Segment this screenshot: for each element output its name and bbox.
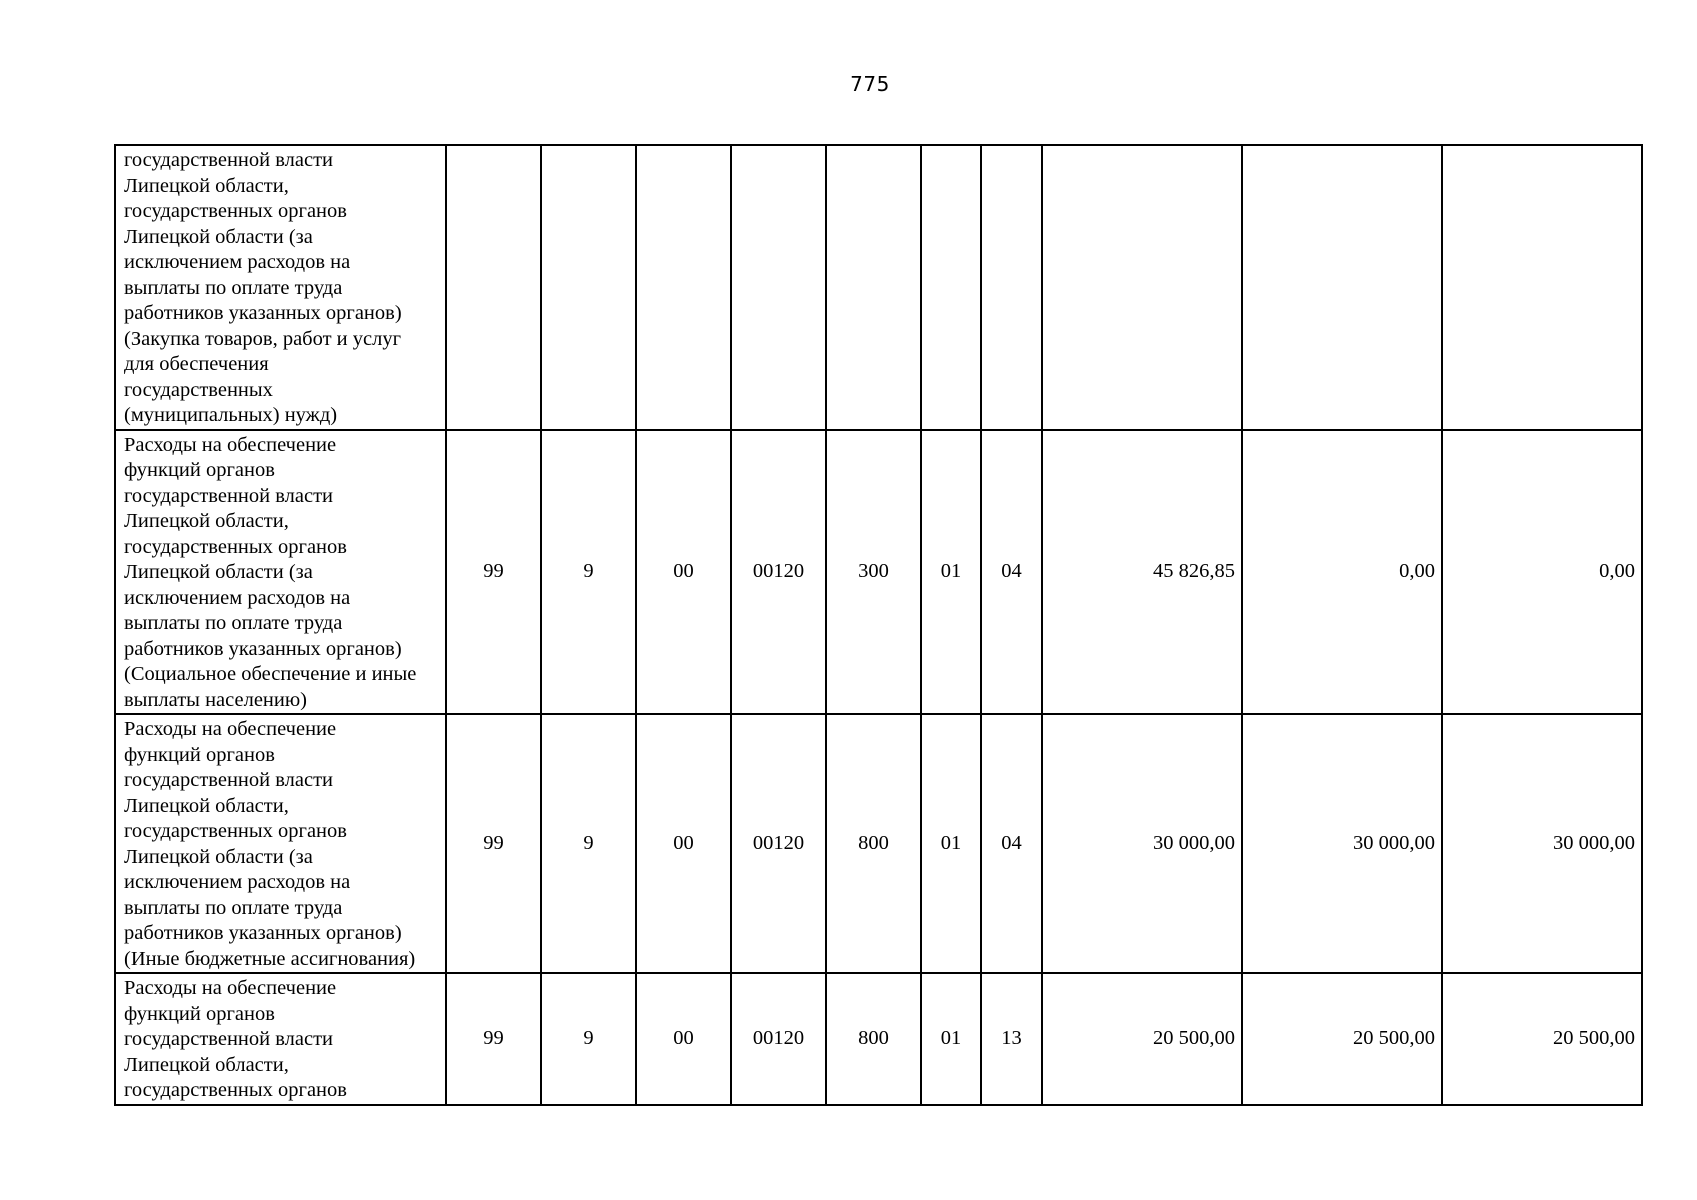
program-code xyxy=(446,145,541,430)
subprogram-code: 9 xyxy=(541,973,636,1105)
amount-2: 0,00 xyxy=(1242,430,1442,715)
amount-2: 20 500,00 xyxy=(1242,973,1442,1105)
subsection-code xyxy=(981,145,1042,430)
table-row xyxy=(115,430,1642,715)
subprogram-code: 9 xyxy=(541,714,636,973)
table-row xyxy=(115,145,1642,430)
program-code: 99 xyxy=(446,714,541,973)
subprogram-code: 9 xyxy=(541,430,636,715)
expense-type-code: 800 xyxy=(826,714,921,973)
main-activity-code: 00 xyxy=(636,714,731,973)
amount-3: 30 000,00 xyxy=(1442,714,1642,973)
amount-1: 30 000,00 xyxy=(1042,714,1242,973)
row-description: государственной власти Липецкой области, государственных органов Липецкой области (за исключением расходов на выплаты по оплате труда работников указанных органов) (Закупка товаров, работ и услуг для обеспечения государственных (муниципальных) нужд) xyxy=(115,145,446,430)
amount-1: 20 500,00 xyxy=(1042,973,1242,1105)
amount-3: 20 500,00 xyxy=(1442,973,1642,1105)
subprogram-code xyxy=(541,145,636,430)
expense-type-code: 800 xyxy=(826,973,921,1105)
expense-type-code: 300 xyxy=(826,430,921,715)
budget-table xyxy=(114,144,1643,1106)
program-code: 99 xyxy=(446,973,541,1105)
row-description: Расходы на обеспечение функций органов государственной власти Липецкой области, государственных органов Липецкой области (за исключением расходов на выплаты по оплате труда работников указанных органов) (Социальное обеспечение и иные выплаты населению) xyxy=(115,430,446,715)
amount-1: 45 826,85 xyxy=(1042,430,1242,715)
amount-3: 0,00 xyxy=(1442,430,1642,715)
amount-1 xyxy=(1042,145,1242,430)
main-activity-code: 00 xyxy=(636,973,731,1105)
direction-code: 00120 xyxy=(731,430,826,715)
subsection-code: 04 xyxy=(981,430,1042,715)
section-code: 01 xyxy=(921,714,981,973)
section-code: 01 xyxy=(921,973,981,1105)
direction-code xyxy=(731,145,826,430)
row-description: Расходы на обеспечение функций органов государственной власти Липецкой области, государственных органов xyxy=(115,973,446,1105)
direction-code: 00120 xyxy=(731,714,826,973)
subsection-code: 13 xyxy=(981,973,1042,1105)
page-number: 775 xyxy=(850,72,890,96)
main-activity-code xyxy=(636,145,731,430)
amount-2: 30 000,00 xyxy=(1242,714,1442,973)
table-row xyxy=(115,714,1642,973)
program-code: 99 xyxy=(446,430,541,715)
direction-code: 00120 xyxy=(731,973,826,1105)
subsection-code: 04 xyxy=(981,714,1042,973)
expense-type-code xyxy=(826,145,921,430)
amount-2 xyxy=(1242,145,1442,430)
section-code: 01 xyxy=(921,430,981,715)
table-row xyxy=(115,973,1642,1105)
amount-3 xyxy=(1442,145,1642,430)
main-activity-code: 00 xyxy=(636,430,731,715)
section-code xyxy=(921,145,981,430)
row-description: Расходы на обеспечение функций органов государственной власти Липецкой области, государственных органов Липецкой области (за исключением расходов на выплаты по оплате труда работников указанных органов) (Иные бюджетные ассигнования) xyxy=(115,714,446,973)
